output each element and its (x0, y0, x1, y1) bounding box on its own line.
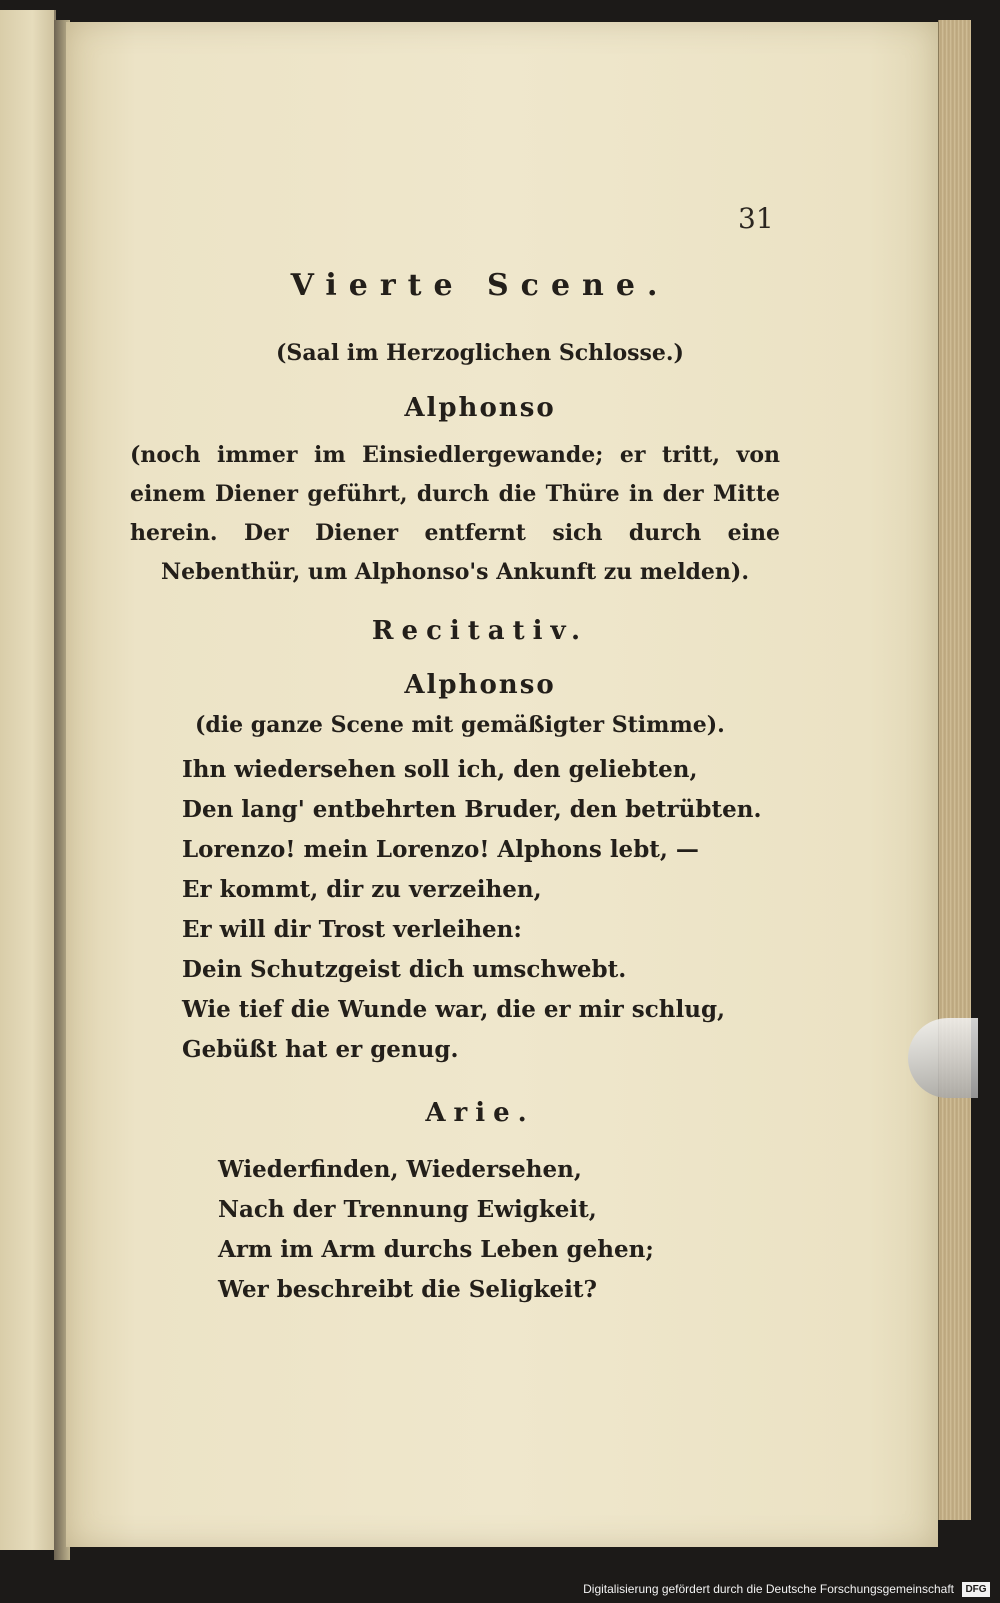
verse-line: Ihn wiedersehen soll ich, den geliebten, (182, 756, 698, 783)
arie-verse (218, 1150, 654, 1310)
stage-direction: (noch immer im Einsiedlergewande; er tritt, von einem Diener geführt, durch die Thüre in der Mitte herein. Der Diener entfernt sich durch eine Nebenthür, um Alphonso's Ankunft zu melden). (130, 442, 780, 585)
verse-line: Den lang' entbehrten Bruder, den betrübten. (182, 796, 762, 823)
dfg-logo: DFG (962, 1582, 990, 1597)
verse-line: Wer beschreibt die Seligkeit? (218, 1276, 597, 1303)
verse-line: Arm im Arm durchs Leben gehen; (218, 1236, 654, 1263)
verse-line: Er will dir Trost verleihen: (182, 916, 522, 943)
recitativ-heading: Recitativ. (371, 616, 589, 646)
digitization-credit: Digitalisierung gefördert durch die Deutsche Forschungsgemeinschaft (583, 1582, 954, 1596)
verse-line: Gebüßt hat er genug. (182, 1036, 459, 1063)
page-clip (908, 1018, 978, 1098)
verse-line: Wiederfinden, Wiedersehen, (218, 1156, 582, 1183)
character-name-2: Alphonso (404, 670, 556, 700)
verse-line: Er kommt, dir zu verzeihen, (182, 876, 542, 903)
page-number: 31 (738, 202, 774, 235)
scene-heading: Vierte Scene. (290, 268, 670, 303)
page-block-edge (938, 20, 971, 1520)
recitativ-verse (182, 750, 761, 1070)
scene-setting: (Saal im Herzoglichen Schlosse.) (276, 340, 684, 366)
arie-heading: Arie. (425, 1098, 535, 1128)
verse-line: Dein Schutzgeist dich umschwebt. (182, 956, 627, 983)
left-page-edge (0, 10, 56, 1550)
verse-line: Nach der Trennung Ewigkeit, (218, 1196, 597, 1223)
character-name: Alphonso (404, 393, 556, 423)
verse-line: Lorenzo! mein Lorenzo! Alphons lebt, — (182, 836, 699, 863)
stage-direction-2: (die ganze Scene mit gemäßigter Stimme). (195, 712, 725, 738)
verse-line: Wie tief die Wunde war, die er mir schlug, (182, 996, 726, 1023)
